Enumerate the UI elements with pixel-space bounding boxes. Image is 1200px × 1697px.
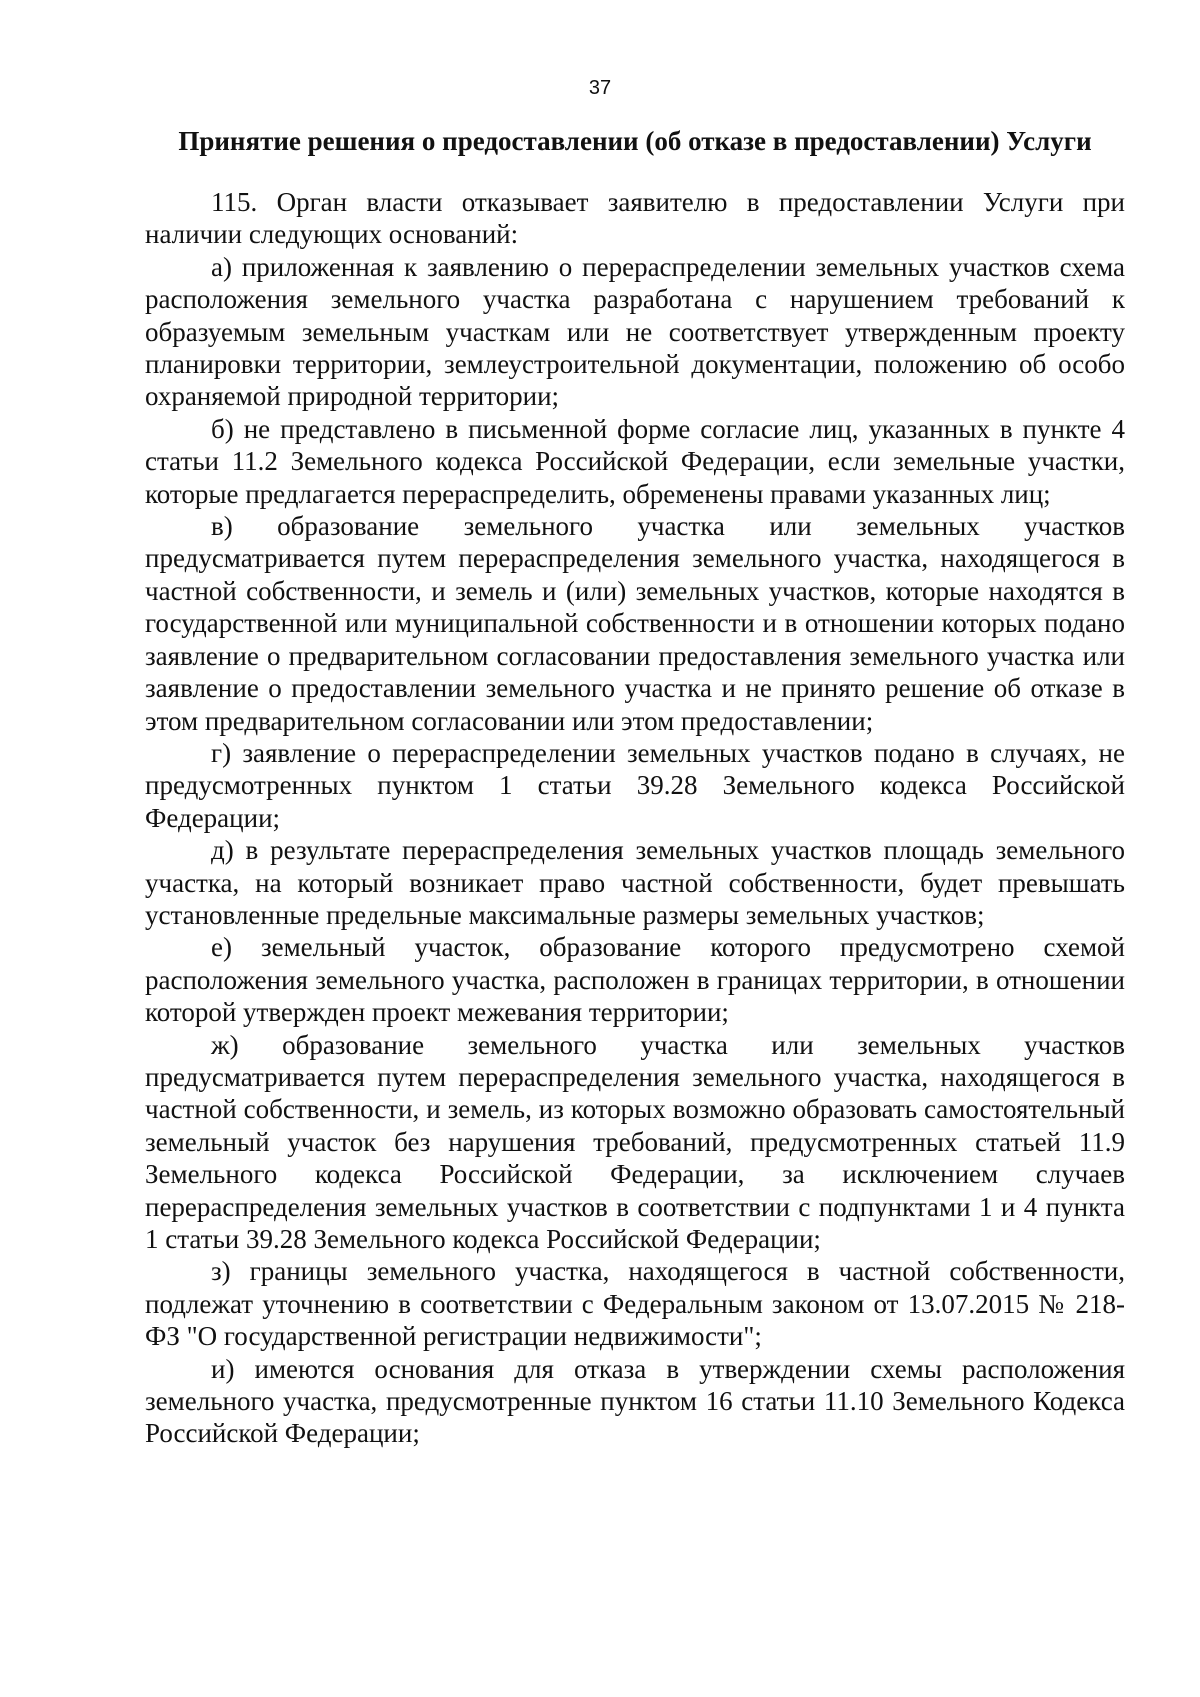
subparagraph-a: а) приложенная к заявлению о перераспределении земельных участков схема расположения земельного участка разработана с нарушением требований к образуемым земельным участкам или не соответствует утвержденным проекту планировки территории, землеустроительной документации, положению об особо охраняемой природной территории; [145,251,1125,412]
section-heading: Принятие решения о предоставлении (об отказе в предоставлении) Услуги [178,126,1092,156]
subparagraph-g: г) заявление о перераспределении земельных участков подано в случаях, не предусмотренных пунктом 1 статьи 39.28 Земельного кодекса Российской Федерации; [145,737,1125,833]
subparagraph-z: з) границы земельного участка, находящегося в частной собственности, подлежат уточнению в соответствии с Федеральным законом от 13.07.2015 № 218-ФЗ "О государственной регистрации недвижимости"; [145,1256,1125,1352]
subparagraph-zh: ж) образование земельного участка или земельных участков предусматривается путем перераспределения земельного участка, находящегося в частной собственности, и земель, из которых возможно образовать самостоятельный земельный участок без нарушения требований, предусмотренных статьей 11.9 Земельного кодекса Российской Федерации, за исключением случаев перераспределения земельных участков в соответствии с подпунктами 1 и 4 пункта 1 статьи 39.28 Земельного кодекса Российской Федерации; [145,1029,1125,1254]
document-body [145,186,1125,1450]
subparagraph-e: е) земельный участок, образование которого предусмотрено схемой расположения земельного участка, расположен в границах территории, в отношении которой утвержден проект межевания территории; [145,932,1125,1028]
subparagraph-i: и) имеются основания для отказа в утверждении схемы расположения земельного участка, предусмотренные пунктом 16 статьи 11.10 Земельного Кодекса Российской Федерации; [145,1353,1125,1449]
page-number: 37 [588,77,612,99]
subparagraph-b: б) не представлено в письменной форме согласие лиц, указанных в пункте 4 статьи 11.2 Земельного кодекса Российской Федерации, если земельные участки, которые предлагается перераспределить, обременены правами указанных лиц; [145,413,1125,509]
subparagraph-v: в) образование земельного участка или земельных участков предусматривается путем перераспределения земельного участка, находящегося в частной собственности, и земель и (или) земельных участков, которые находятся в государственной или муниципальной собственности и в отношении которых подано заявление о предварительном согласовании предоставления земельного участка или заявление о предоставлении земельного участка и не принято решение об отказе в этом предварительном согласовании или этом предоставлении; [145,511,1125,736]
subparagraph-d: д) в результате перераспределения земельных участков площадь земельного участка, на который возникает право частной собственности, будет превышать установленные предельные максимальные размеры земельных участков; [145,835,1125,930]
paragraph-115: 115. Орган власти отказывает заявителю в предоставлении Услуги при наличии следующих оснований: [145,187,1125,250]
